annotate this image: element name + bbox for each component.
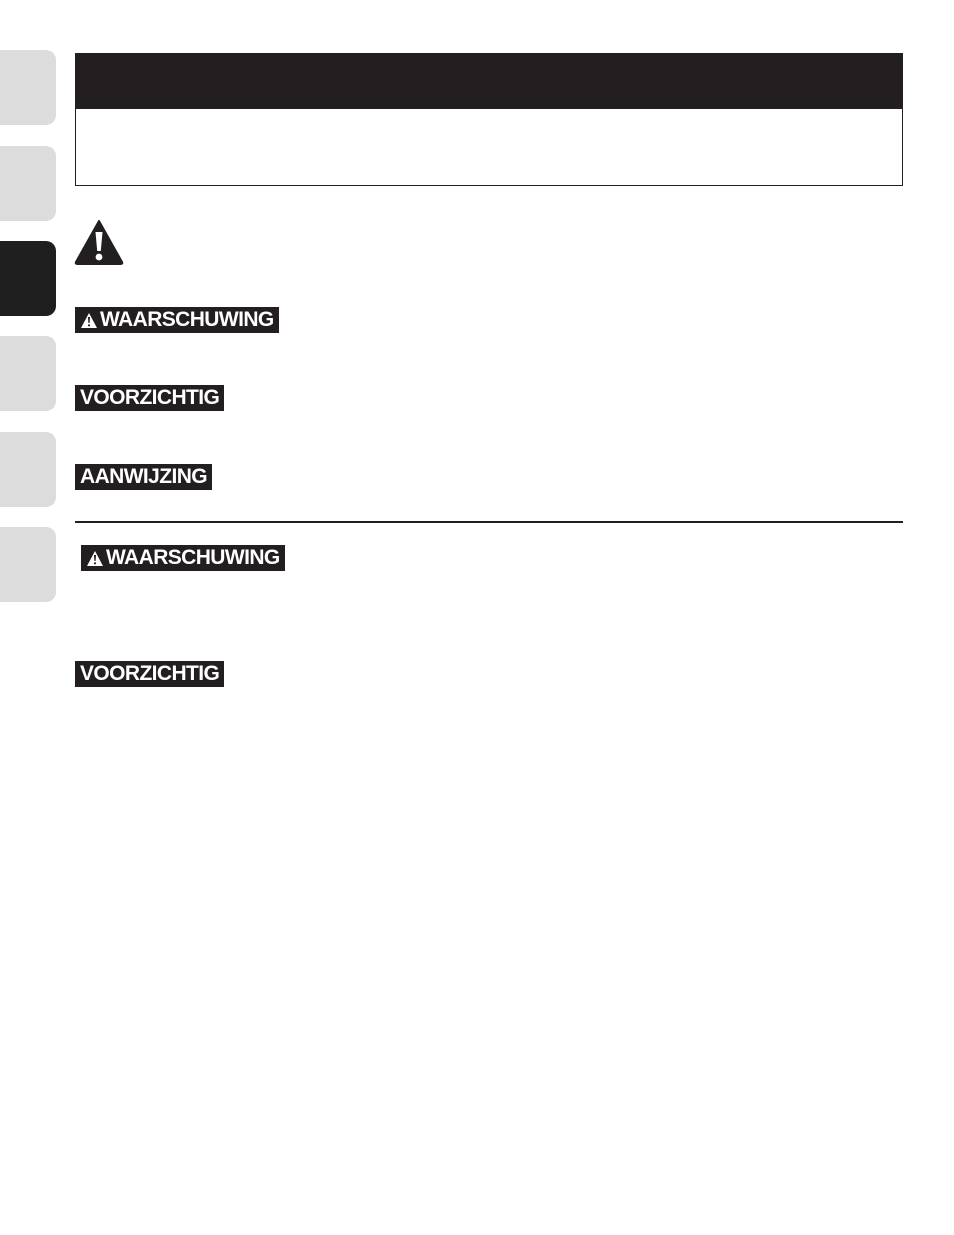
side-tab-1: [0, 50, 56, 125]
side-tab-6: [0, 527, 56, 602]
warning-label-1: [75, 307, 279, 333]
caution-label-1: [75, 385, 224, 411]
header-bar: [76, 54, 902, 109]
warning-triangle-icon: [80, 312, 98, 329]
side-tab-5: [0, 432, 56, 507]
notice-label-text: AANWIJZING: [80, 465, 207, 488]
caution-label-2-text: VOORZICHTIG: [80, 662, 220, 685]
side-tab-3-active: [0, 241, 56, 316]
side-tab-4: [0, 336, 56, 411]
section-divider: [75, 521, 903, 523]
notice-label: [75, 464, 212, 490]
caution-label-1-text: VOORZICHTIG: [80, 386, 220, 409]
caution-label-2: [75, 661, 224, 687]
warning-label-2: [81, 545, 285, 571]
header-box: [75, 53, 903, 186]
alert-triangle-icon: [74, 219, 124, 265]
warning-label-2-text: WAARSCHUWING: [106, 546, 280, 569]
side-tab-2: [0, 146, 56, 221]
warning-triangle-icon: [86, 550, 104, 567]
warning-label-1-text: WAARSCHUWING: [100, 308, 274, 331]
